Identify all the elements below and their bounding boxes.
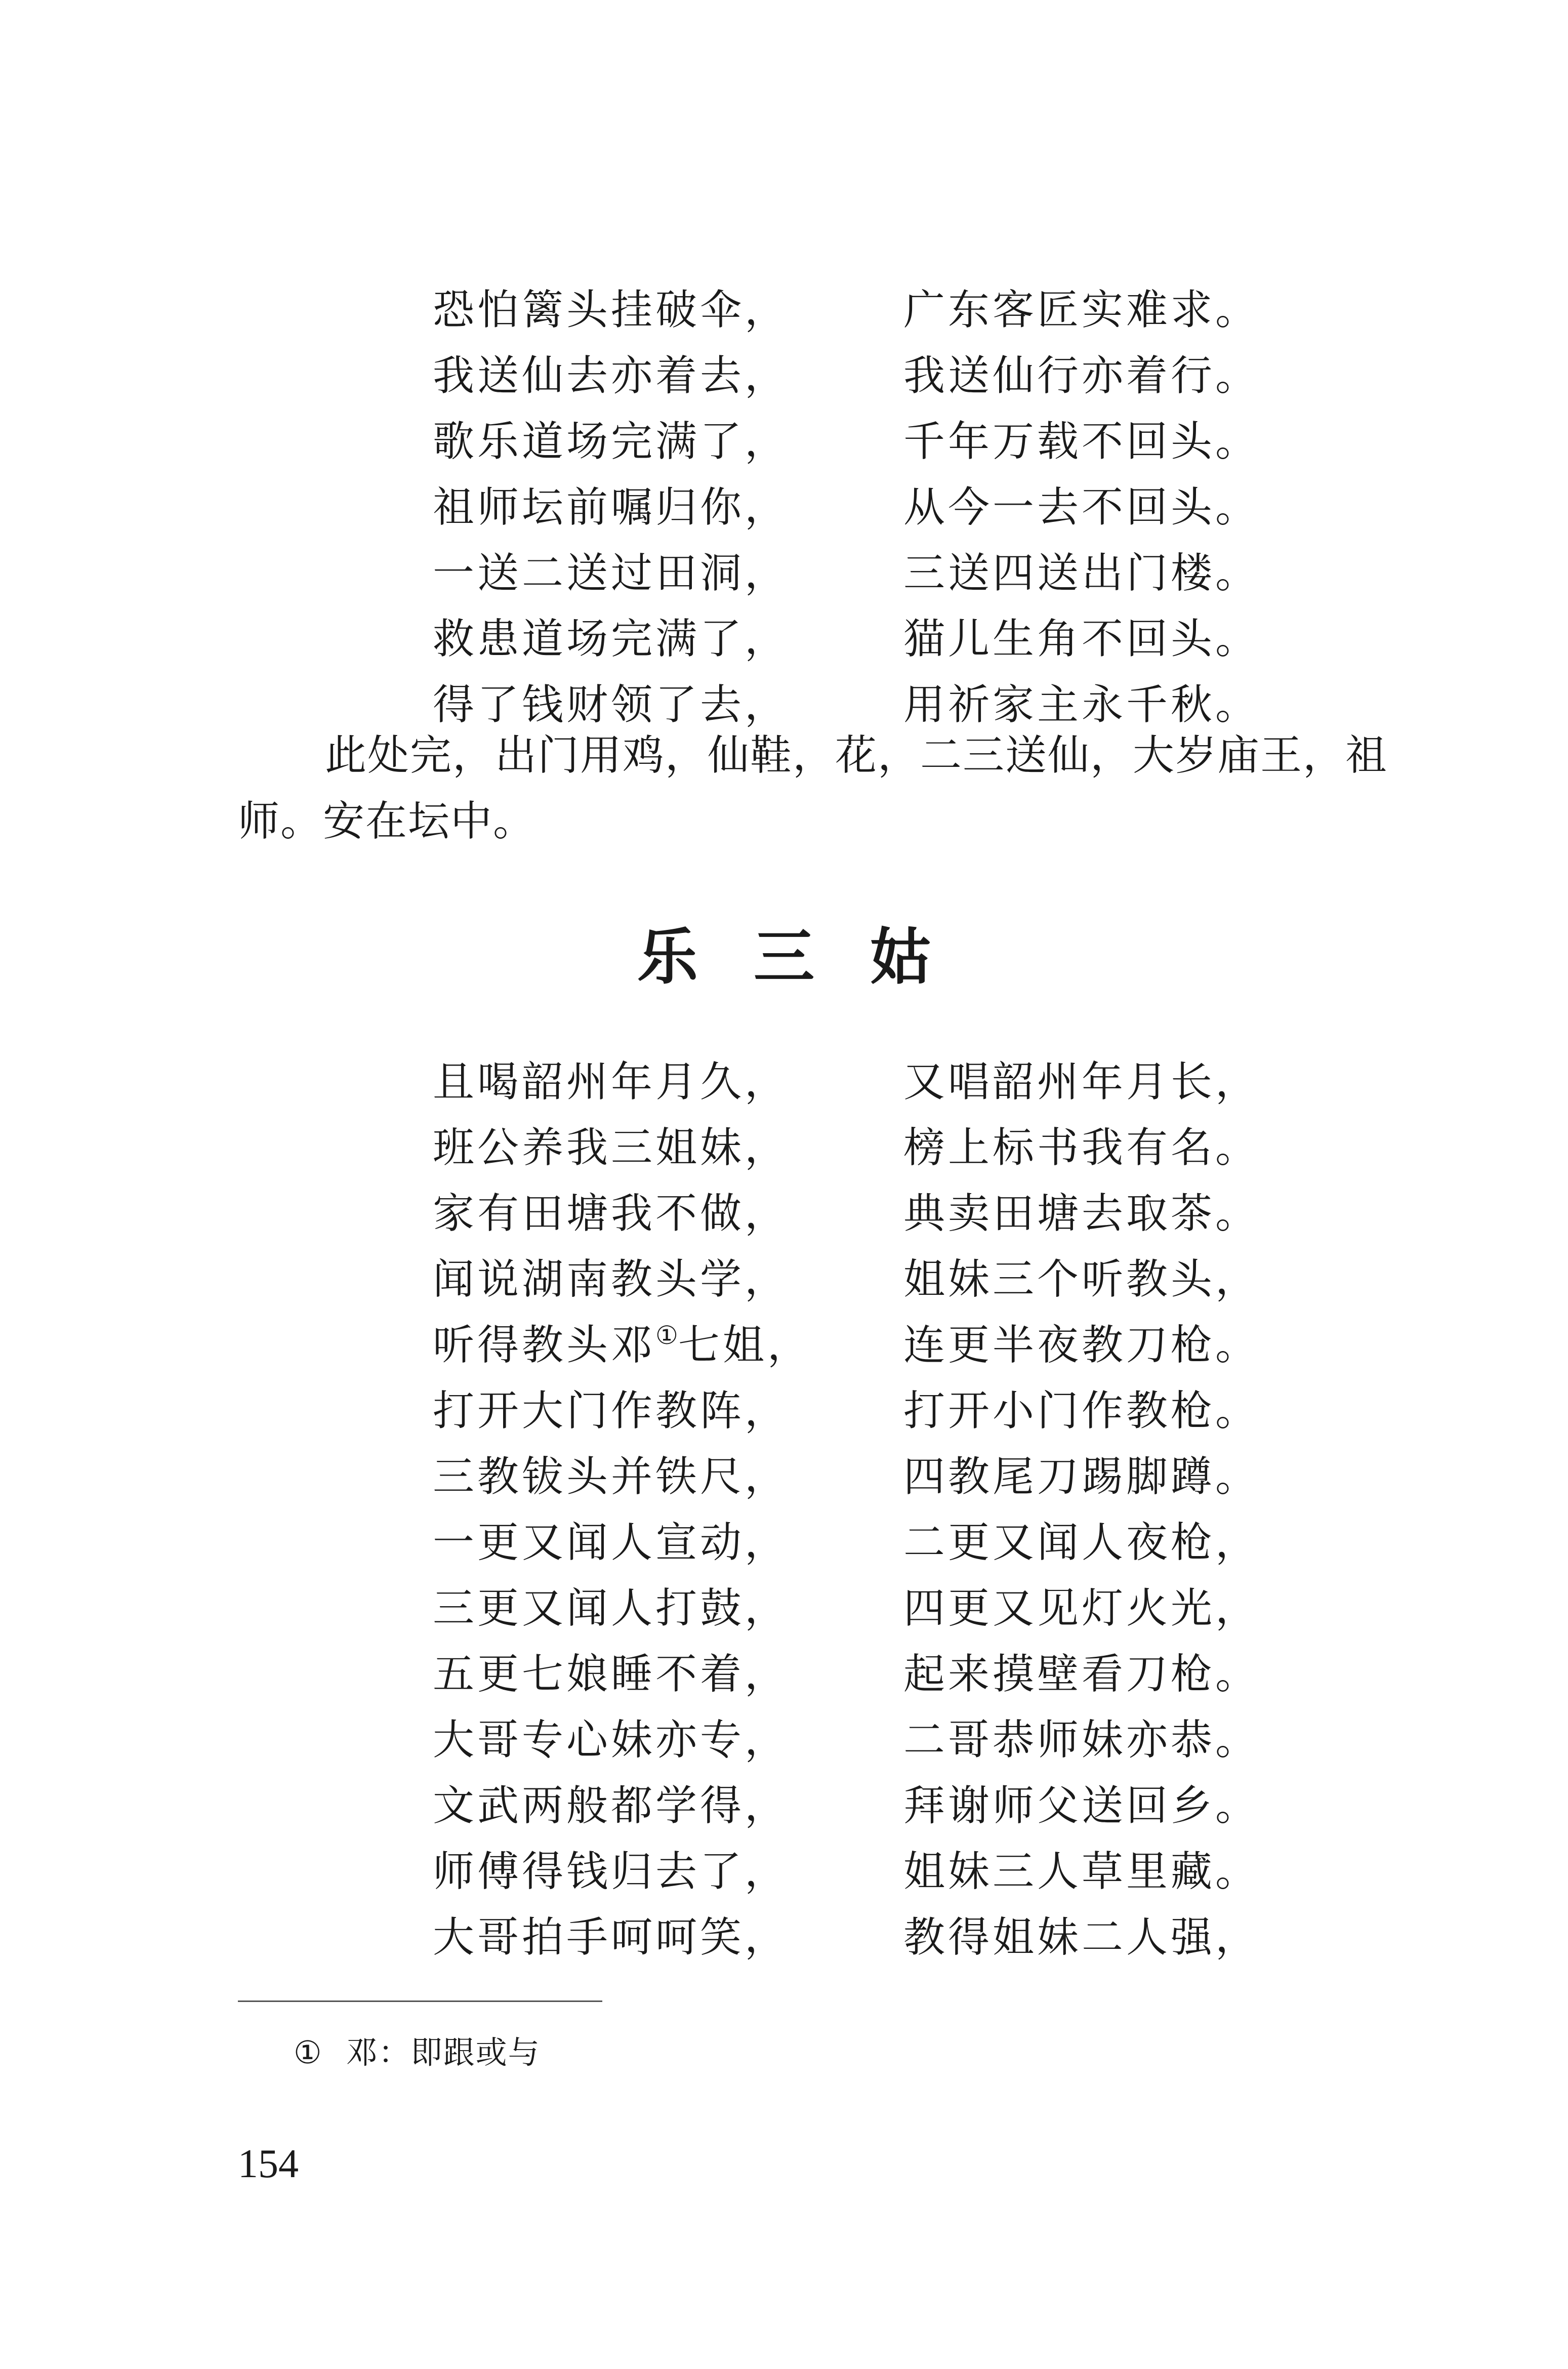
footnote-text: 邓：即跟或与 bbox=[346, 2034, 541, 2071]
verse-left: 大哥专心妹亦专， bbox=[433, 1716, 790, 1764]
verse-left: 班公养我三姐妹， bbox=[433, 1123, 790, 1172]
verse-line bbox=[433, 602, 1394, 668]
verse-line bbox=[433, 1374, 1394, 1440]
verse-right: 三送四送出门楼。 bbox=[903, 549, 1260, 597]
footnote-mark: ① bbox=[294, 2034, 323, 2071]
verse-right: 典卖田塘去取茶。 bbox=[903, 1189, 1260, 1238]
verse-line bbox=[433, 1638, 1394, 1703]
verse-block-top bbox=[433, 273, 1394, 734]
verse-right: 又唱韶州年月长， bbox=[903, 1057, 1260, 1106]
footnote-divider bbox=[238, 2000, 602, 2002]
verse-left: 祖师坛前嘱归你， bbox=[433, 483, 790, 532]
verse-right: 四教尾刀踢脚蹲。 bbox=[903, 1452, 1260, 1501]
verse-line bbox=[433, 1769, 1394, 1835]
verse-right: 打开小门作教枪。 bbox=[903, 1386, 1260, 1435]
verse-left: 听得教头邓①七姐， bbox=[433, 1320, 812, 1369]
verse-left: 五更七娘睡不着， bbox=[433, 1650, 790, 1698]
verse-line bbox=[433, 1703, 1394, 1769]
verse-right: 从今一去不回头。 bbox=[903, 483, 1260, 532]
verse-right: 四更又见灯火光， bbox=[903, 1584, 1260, 1632]
verse-left: 一更又闻人宣动， bbox=[433, 1518, 790, 1567]
verse-left: 师傅得钱归去了， bbox=[433, 1847, 790, 1896]
verse-line bbox=[433, 537, 1394, 602]
verse-line bbox=[433, 1111, 1394, 1177]
verse-line bbox=[433, 1243, 1394, 1309]
verse-right: 用祈家主永千秋。 bbox=[903, 680, 1260, 729]
verse-line bbox=[433, 1045, 1394, 1111]
verse-line bbox=[433, 1506, 1394, 1572]
verse-right: 连更半夜教刀枪。 bbox=[903, 1321, 1260, 1369]
verse-left: 闻说湖南教头学， bbox=[433, 1255, 790, 1303]
verse-left: 大哥拍手呵呵笑， bbox=[433, 1913, 790, 1962]
verse-right: 广东客匠实难求。 bbox=[903, 285, 1260, 334]
verse-line bbox=[433, 1835, 1394, 1901]
verse-left: 得了钱财领了去， bbox=[433, 680, 790, 729]
verse-left: 文武两般都学得， bbox=[433, 1781, 790, 1830]
prose-paragraph: 此处完，出门用鸡，仙鞋，花，二三送仙，大岁庙王，祖师。安在坛中。 bbox=[238, 731, 1388, 845]
verse-right: 起来摸壁看刀枪。 bbox=[903, 1650, 1260, 1698]
verse-left: 一送二送过田洞， bbox=[433, 549, 790, 597]
verse-line bbox=[433, 1309, 1394, 1374]
verse-left: 家有田塘我不做， bbox=[433, 1189, 790, 1238]
footnote-reference: ① bbox=[655, 1320, 678, 1350]
verse-right: 姐妹三人草里藏。 bbox=[903, 1847, 1260, 1896]
verse-right: 拜谢师父送回乡。 bbox=[903, 1781, 1260, 1830]
verse-right: 姐妹三个听教头， bbox=[903, 1255, 1260, 1303]
verse-left: 我送仙去亦着去， bbox=[433, 351, 790, 400]
verse-line bbox=[433, 1572, 1394, 1638]
section-title: 乐三姑 bbox=[637, 922, 986, 993]
verse-block-main bbox=[433, 1045, 1394, 1967]
verse-right: 教得姐妹二人强， bbox=[903, 1913, 1260, 1962]
page-number: 154 bbox=[238, 2142, 299, 2186]
verse-line bbox=[433, 405, 1394, 471]
verse-line bbox=[433, 471, 1394, 537]
verse-right: 我送仙行亦着行。 bbox=[903, 351, 1260, 400]
verse-right: 二哥恭师妹亦恭。 bbox=[903, 1716, 1260, 1764]
verse-line bbox=[433, 273, 1394, 339]
verse-left: 救患道场完满了， bbox=[433, 615, 790, 663]
verse-right: 千年万载不回头。 bbox=[903, 417, 1260, 466]
verse-line bbox=[433, 339, 1394, 405]
verse-left: 三教钹头并铁尺， bbox=[433, 1452, 790, 1501]
verse-right: 二更又闻人夜枪， bbox=[903, 1518, 1260, 1567]
verse-left: 歌乐道场完满了， bbox=[433, 417, 790, 466]
verse-line bbox=[433, 1440, 1394, 1506]
verse-right: 榜上标书我有名。 bbox=[903, 1123, 1260, 1172]
verse-right: 猫儿生角不回头。 bbox=[903, 615, 1260, 663]
verse-left: 恐怕篱头挂破伞， bbox=[433, 285, 790, 334]
verse-left: 三更又闻人打鼓， bbox=[433, 1584, 790, 1632]
verse-left: 打开大门作教阵， bbox=[433, 1386, 790, 1435]
verse-line bbox=[433, 1901, 1394, 1967]
verse-left: 且喝韶州年月久， bbox=[433, 1057, 790, 1106]
verse-line bbox=[433, 1177, 1394, 1243]
footnote bbox=[294, 2027, 541, 2072]
